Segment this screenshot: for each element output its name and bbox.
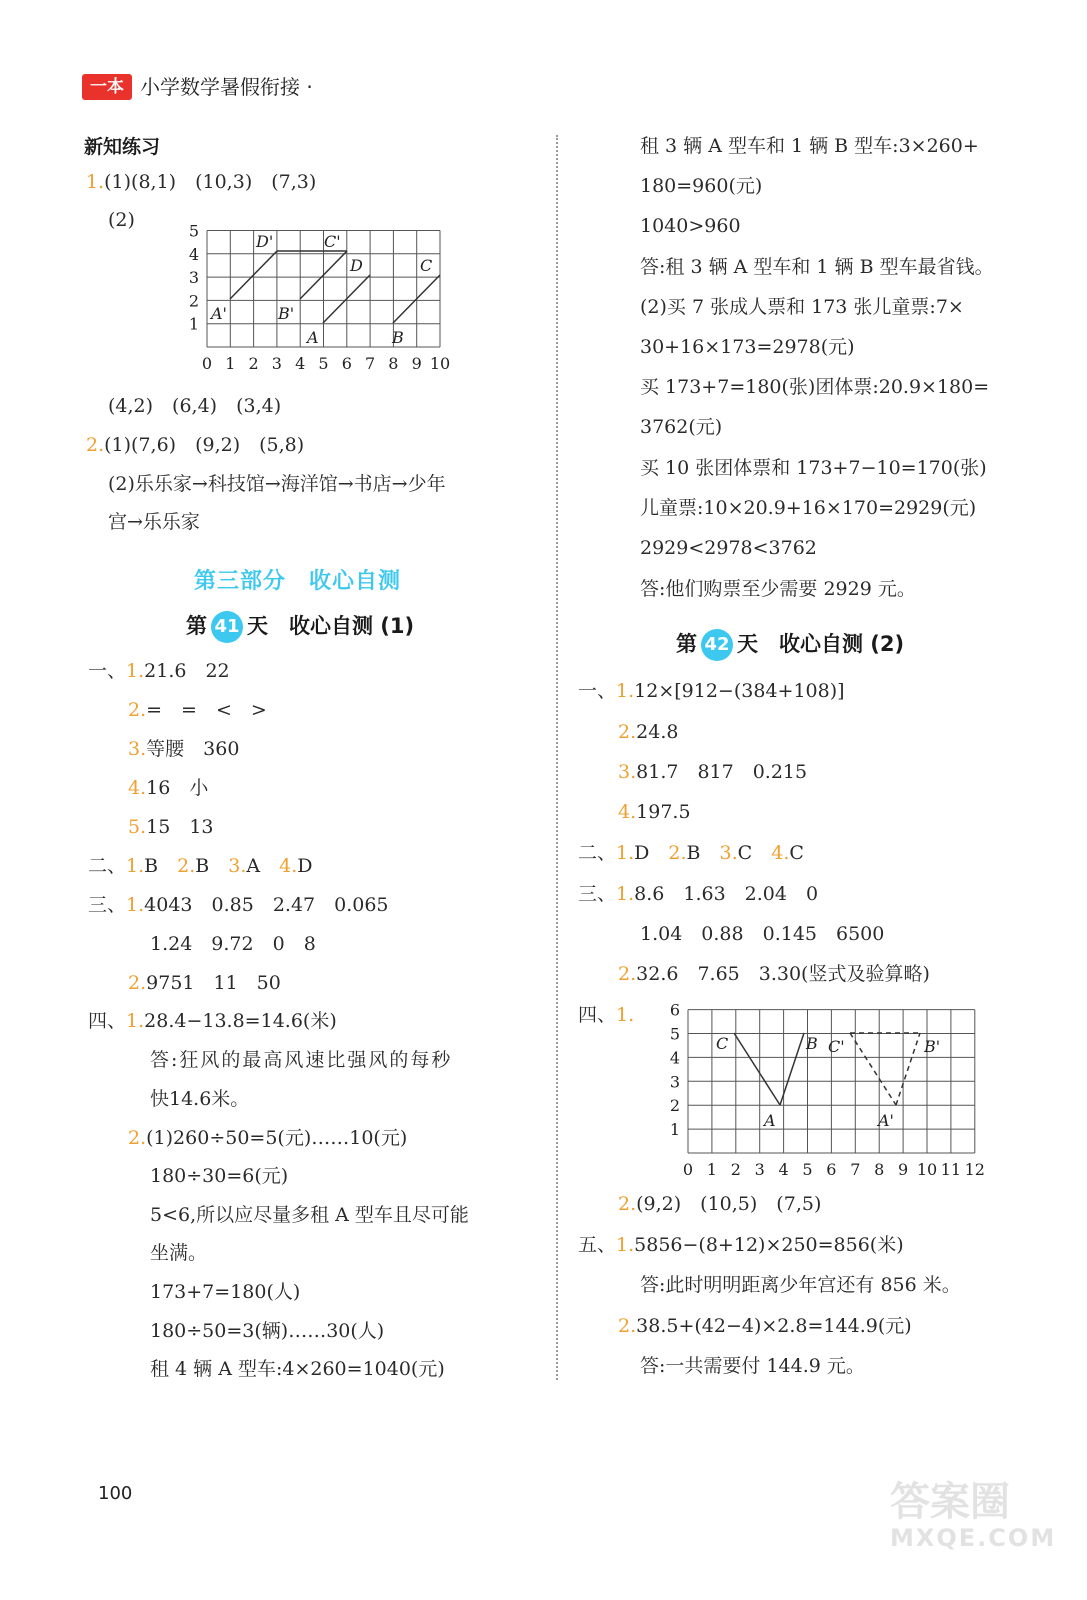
answer-text: 坐满。 <box>150 1242 208 1264</box>
x-tick-label: 3 <box>271 354 282 373</box>
section-title: 新知练习 <box>84 136 161 158</box>
question-number: 2. <box>618 1193 637 1215</box>
answer-text: 1040>960 <box>640 215 741 237</box>
answer-line <box>578 1003 634 1027</box>
point-label: A <box>307 328 319 347</box>
point-label: A <box>764 1111 776 1130</box>
answer-text: (9,2) (10,5) (7,5) <box>636 1193 822 1215</box>
x-tick-label: 10 <box>429 354 451 373</box>
answer-line <box>578 841 804 865</box>
section-label: 二、 <box>88 855 127 877</box>
answer-text: 173+7=180(人) <box>150 1281 301 1303</box>
x-tick-label: 1 <box>225 354 236 373</box>
question-number: 1. <box>126 855 145 877</box>
answer-line <box>128 698 267 722</box>
answer-text: 答:狂风的最高风速比强风的每秒 <box>150 1049 453 1071</box>
x-tick-label: 9 <box>898 1160 909 1179</box>
point-label: A' <box>878 1111 894 1130</box>
answer-text: (2) <box>108 209 135 231</box>
point-label: B' <box>278 304 295 323</box>
answer-line <box>578 882 818 906</box>
section-label: 一、 <box>88 660 127 682</box>
answer-line <box>128 1126 407 1150</box>
answer-line <box>578 679 845 703</box>
x-tick-label: 3 <box>754 1160 765 1179</box>
point-label: C <box>420 256 433 275</box>
answer-text: A <box>246 855 261 877</box>
section-label: 五、 <box>578 1234 617 1256</box>
question-number: 1. <box>616 1234 635 1256</box>
answer-text: 快14.6米。 <box>150 1088 250 1110</box>
answer-text: 买 173+7=180(张)团体票:20.9×180= <box>640 376 990 398</box>
question-number: 4. <box>279 855 298 877</box>
section-label: 一、 <box>578 680 617 702</box>
question-number: 2. <box>128 1127 147 1149</box>
answer-line <box>128 776 208 800</box>
answer-line <box>88 659 230 683</box>
section-label: 三、 <box>88 894 127 916</box>
answer-text: 1.04 0.88 0.145 6500 <box>640 923 885 945</box>
answer-line <box>618 962 930 986</box>
point-label: B' <box>924 1037 941 1056</box>
answer-line <box>128 971 281 995</box>
answer-text: 30+16×173=2978(元) <box>640 336 855 358</box>
point-label: D <box>350 256 363 275</box>
answer-line <box>128 737 239 761</box>
section-label: 四、 <box>578 1004 617 1026</box>
answer-text: (4,2) (6,4) (3,4) <box>108 395 282 417</box>
question-number: 4. <box>618 801 637 823</box>
y-tick-label: 2 <box>669 1096 680 1116</box>
point-label: B <box>392 328 404 347</box>
x-tick-label: 6 <box>826 1160 837 1179</box>
answer-text: 28.4−13.8=14.6(米) <box>144 1010 337 1032</box>
y-tick-label: 6 <box>669 1000 680 1020</box>
point-label: A' <box>211 304 227 323</box>
answer-text: 4043 0.85 2.47 0.065 <box>144 894 389 916</box>
day-title <box>676 628 904 661</box>
point-label: D' <box>256 232 274 251</box>
x-tick-label: 7 <box>365 354 376 373</box>
question-number: 2. <box>618 963 637 985</box>
y-tick-label: 2 <box>188 291 199 311</box>
answer-text: 32.6 7.65 3.30(竖式及验算略) <box>636 963 930 985</box>
x-tick-label: 2 <box>248 354 259 373</box>
x-tick-label: 0 <box>201 354 213 373</box>
answer-text: (2)乐乐家→科技馆→海洋馆→书店→少年 <box>108 473 446 495</box>
coordinate-grid-1 <box>180 220 460 375</box>
answer-text: 24.8 <box>636 721 679 743</box>
answer-text: 答:此时明明距离少年宫还有 856 米。 <box>640 1274 961 1296</box>
x-tick-label: 10 <box>916 1160 938 1179</box>
watermark-text: 答案圈 <box>890 1479 1010 1525</box>
question-number: 2. <box>128 699 147 721</box>
point-label: B <box>806 1034 818 1053</box>
answer-line <box>618 1314 912 1338</box>
answer-text: 180÷50=3(辆)……30(人) <box>150 1320 385 1342</box>
answer-text: B <box>144 855 159 877</box>
answer-text: 8.6 1.63 2.04 0 <box>634 883 819 905</box>
answer-text: 197.5 <box>636 801 691 823</box>
day-suffix: 天 收心自测 (2) <box>737 632 905 656</box>
answer-text: 5<6,所以应尽量多租 A 型车且尽可能 <box>150 1204 469 1226</box>
answer-text: D <box>297 855 313 877</box>
answer-text: 儿童票:10×20.9+16×170=2929(元) <box>640 497 977 519</box>
point-label: C' <box>828 1037 845 1056</box>
x-tick-label: 6 <box>341 354 352 373</box>
answer-line <box>618 800 691 824</box>
answer-text: 16 小 <box>146 777 209 799</box>
day-suffix: 天 收心自测 (1) <box>247 614 415 638</box>
x-tick-label: 4 <box>778 1160 789 1179</box>
answer-line <box>618 1192 821 1216</box>
answer-line <box>618 720 678 744</box>
question-number: 2. <box>128 972 147 994</box>
x-tick-label: 7 <box>850 1160 861 1179</box>
answer-text: 等腰 360 <box>146 738 240 760</box>
answer-text: C <box>737 842 753 864</box>
y-tick-label: 1 <box>669 1120 680 1140</box>
x-tick-label: 2 <box>730 1160 741 1179</box>
watermark-url: MXQE.COM <box>890 1524 1057 1552</box>
answer-text: (1)260÷50=5(元)……10(元) <box>146 1127 408 1149</box>
section-label: 四、 <box>88 1010 127 1032</box>
answer-text: 15 13 <box>146 816 214 838</box>
answer-text: B <box>195 855 210 877</box>
x-tick-label: 8 <box>874 1160 885 1179</box>
answer-text: (1)(7,6) (9,2) (5,8) <box>104 434 305 456</box>
answer-line <box>578 1233 904 1257</box>
y-tick-label: 1 <box>188 314 199 334</box>
brand-logo: 一本 <box>82 74 132 100</box>
watermark <box>890 1480 1056 1552</box>
y-tick-label: 4 <box>188 244 199 264</box>
question-number: 3. <box>618 761 637 783</box>
answer-text: B <box>686 842 701 864</box>
question-number: 1. <box>616 1004 635 1026</box>
question-number: 3. <box>128 738 147 760</box>
answer-text: 9751 11 50 <box>146 972 281 994</box>
answer-text: 81.7 817 0.215 <box>636 761 808 783</box>
day-prefix: 第 <box>186 614 207 638</box>
answer-text: 180=960(元) <box>640 175 763 197</box>
answer-text: (2)买 7 张成人票和 173 张儿童票:7× <box>640 296 964 318</box>
section-label: 三、 <box>578 883 617 905</box>
answer-text: C <box>789 842 804 864</box>
answer-text: 答:一共需要付 144.9 元。 <box>640 1355 865 1377</box>
question-number: 2. <box>86 434 105 456</box>
answer-line <box>128 815 214 839</box>
y-tick-label: 4 <box>669 1048 680 1068</box>
x-tick-label: 5 <box>802 1160 813 1179</box>
y-tick-label: 5 <box>669 1024 680 1044</box>
day-number-badge: 42 <box>701 629 733 661</box>
section-label: 二、 <box>578 842 617 864</box>
answer-line <box>86 433 304 457</box>
question-number: 1. <box>126 660 145 682</box>
answer-text: (1)(8,1) (10,3) (7,3) <box>104 171 317 193</box>
page-number: 100 <box>98 1483 133 1504</box>
answer-text: 租 3 辆 A 型车和 1 辆 B 型车:3×260+ <box>640 135 979 157</box>
coordinate-grid-2 <box>660 998 985 1183</box>
answer-text: 38.5+(42−4)×2.8=144.9(元) <box>636 1315 912 1337</box>
point-label: C' <box>324 232 341 251</box>
question-number: 3. <box>719 842 738 864</box>
answer-text: 答:他们购票至少需要 2929 元。 <box>640 578 916 600</box>
day-prefix: 第 <box>676 632 697 656</box>
day-title <box>186 610 414 643</box>
question-number: 2. <box>177 855 196 877</box>
answer-text: 180÷30=6(元) <box>150 1165 289 1187</box>
answer-text: D <box>634 842 650 864</box>
answer-line <box>88 854 313 878</box>
answer-text: 21.6 22 <box>144 660 230 682</box>
answer-line <box>618 760 807 784</box>
day-number-badge: 41 <box>211 611 243 643</box>
column-divider <box>556 135 558 1380</box>
question-number: 5. <box>128 816 147 838</box>
answer-line <box>88 893 389 917</box>
x-tick-label: 11 <box>940 1160 962 1179</box>
question-number: 2. <box>668 842 687 864</box>
x-tick-label: 12 <box>964 1160 985 1179</box>
x-tick-label: 4 <box>295 354 306 373</box>
answer-text: 宫→乐乐家 <box>108 511 200 533</box>
answer-text: 12×[912−(384+108)] <box>634 680 845 702</box>
answer-text: = = < > <box>146 699 267 721</box>
question-number: 2. <box>618 721 637 743</box>
question-number: 1. <box>616 883 635 905</box>
answer-text: 5856−(8+12)×250=856(米) <box>634 1234 904 1256</box>
question-number: 1. <box>616 842 635 864</box>
x-tick-label: 5 <box>318 354 329 373</box>
x-tick-label: 0 <box>682 1160 694 1179</box>
question-number: 1. <box>86 171 105 193</box>
question-number: 4. <box>771 842 790 864</box>
answer-text: 3762(元) <box>640 416 723 438</box>
point-label: C <box>716 1034 729 1053</box>
answer-text: 买 10 张团体票和 173+7−10=170(张) <box>640 457 987 479</box>
question-number: 1. <box>126 894 145 916</box>
answer-text: 1.24 9.72 0 8 <box>150 933 316 955</box>
answer-text: 答:租 3 辆 A 型车和 1 辆 B 型车最省钱。 <box>640 256 994 278</box>
answer-text: 租 4 辆 A 型车:4×260=1040(元) <box>150 1358 445 1380</box>
answer-line <box>88 1009 337 1033</box>
x-tick-label: 8 <box>388 354 399 373</box>
x-tick-label: 1 <box>706 1160 717 1179</box>
y-tick-label: 3 <box>669 1072 680 1092</box>
y-tick-label: 3 <box>188 268 199 288</box>
question-number: 1. <box>616 680 635 702</box>
x-tick-label: 9 <box>411 354 422 373</box>
question-number: 4. <box>128 777 147 799</box>
question-number: 2. <box>618 1315 637 1337</box>
question-number: 3. <box>228 855 247 877</box>
answer-text: 2929<2978<3762 <box>640 537 817 559</box>
y-tick-label: 5 <box>188 221 199 241</box>
part-title: 第三部分 收心自测 <box>194 569 402 594</box>
header-title: 小学数学暑假衔接 · <box>140 75 313 99</box>
answer-line <box>86 170 316 194</box>
question-number: 1. <box>126 1010 145 1032</box>
